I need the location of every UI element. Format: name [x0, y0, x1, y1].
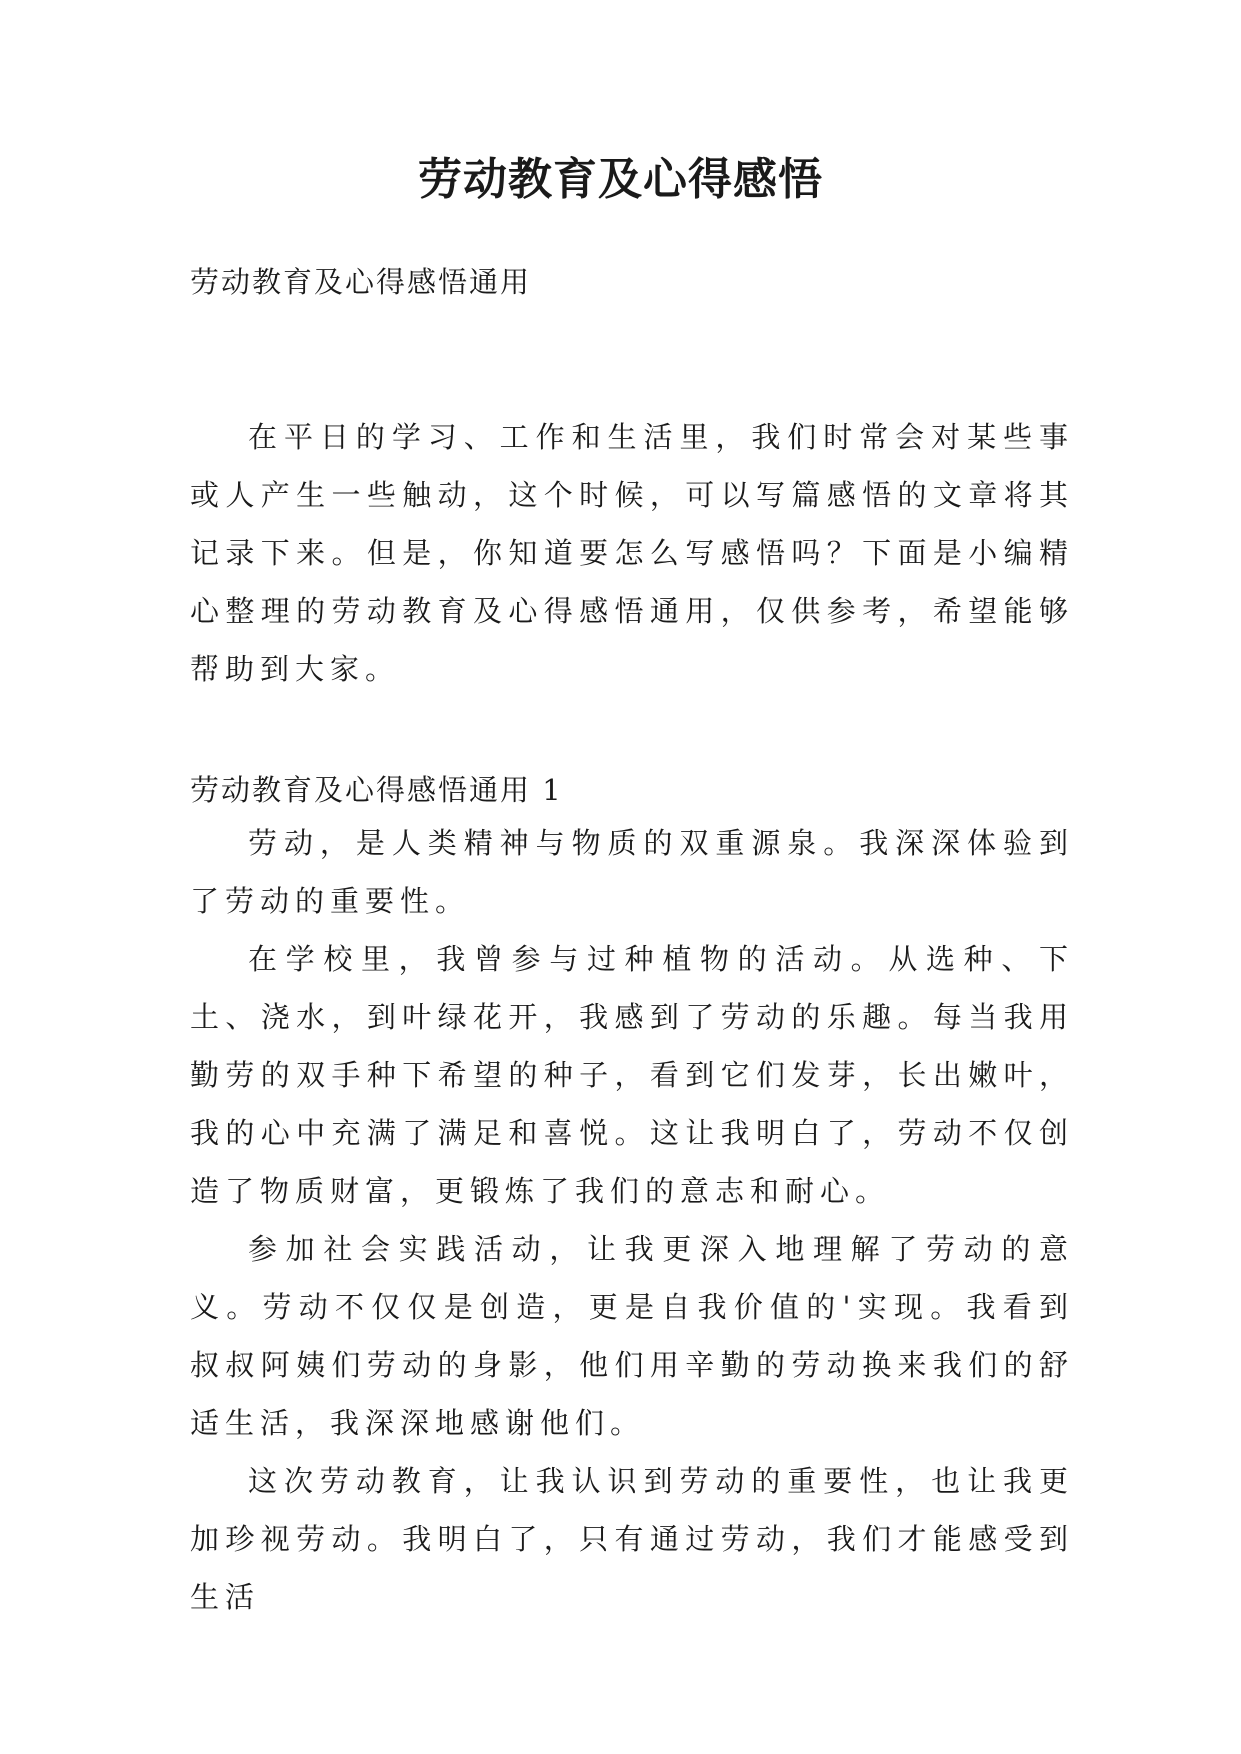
section-heading: 劳动教育及心得感悟通用 1	[190, 773, 563, 807]
intro-block	[190, 408, 1074, 698]
body-paragraph-2: 在学校里，我曾参与过种植物的活动。从选种、下土、浇水，到叶绿花开，我感到了劳动的乐趣。每当我用勤劳的双手种下希望的种子，看到它们发芽，长出嫩叶，我的心中充满了满足和喜悦。这让我明白了，劳动不仅创造了物质财富，更锻炼了我们的意志和耐心。	[190, 942, 1074, 1208]
body-paragraph-1: 劳动，是人类精神与物质的双重源泉。我深深体验到了劳动的重要性。	[190, 826, 1074, 918]
section-body	[190, 814, 1074, 1626]
body-paragraph-4: 这次劳动教育，让我认识到劳动的重要性，也让我更加珍视劳动。我明白了，只有通过劳动，我们才能感受到生活	[190, 1464, 1074, 1614]
document-subtitle: 劳动教育及心得感悟通用	[190, 265, 532, 299]
body-paragraph-3: 参加社会实践活动，让我更深入地理解了劳动的意义。劳动不仅仅是创造，更是自我价值的'实现。我看到叔叔阿姨们劳动的身影，他们用辛勤的劳动换来我们的舒适生活，我深深地感谢他们。	[190, 1232, 1074, 1440]
document-title: 劳动教育及心得感悟	[418, 154, 823, 205]
intro-paragraph: 在平日的学习、工作和生活里，我们时常会对某些事或人产生一些触动，这个时候，可以写篇感悟的文章将其记录下来。但是，你知道要怎么写感悟吗？下面是小编精心整理的劳动教育及心得感悟通用，仅供参考，希望能够帮助到大家。	[190, 420, 1074, 686]
